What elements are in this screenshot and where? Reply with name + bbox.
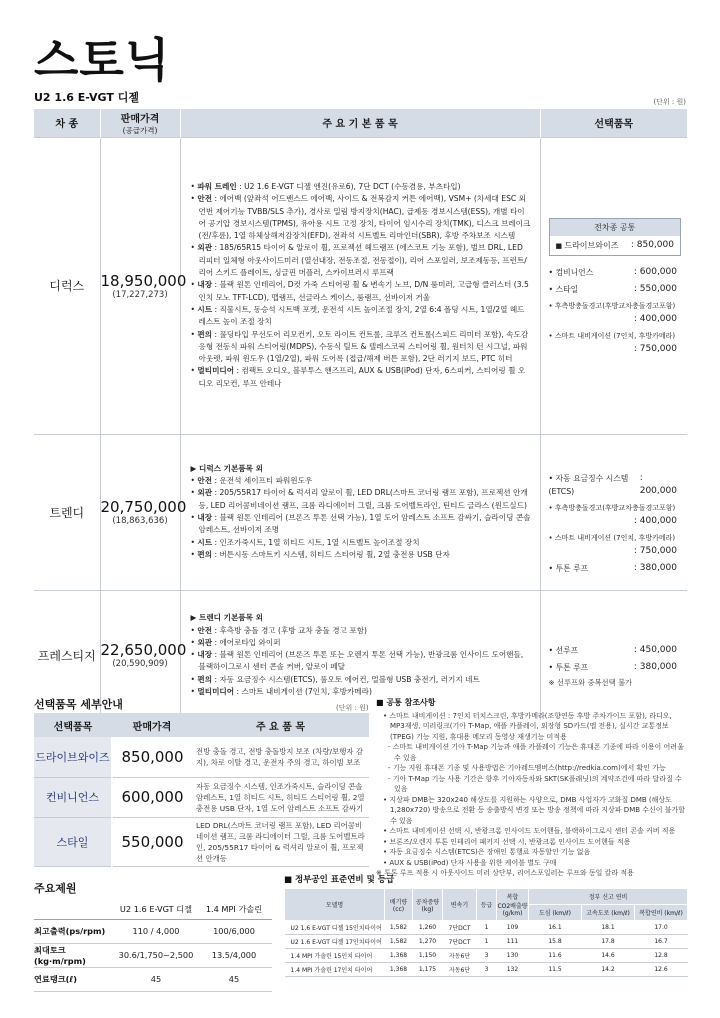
option-price: : 600,000 bbox=[633, 266, 677, 277]
specs-table bbox=[34, 901, 272, 992]
fuel-value: 11.5 bbox=[529, 963, 582, 977]
header-trim: 차 종 bbox=[34, 109, 100, 137]
feature-value: : 에어백 (앞좌석 어드밴스드 에어백, 사이드 & 전복감지 커튼 에어백), VSM+ (차세대 ESC 외 언번 제어기능 TVBB/SLS 추가), 경사로 밀림 방지장치(HAC), 급제동 경보시스템(ESS), 개별 타이어 공기압 경보시스템(TPMS), 유아용 시트 고정 장치, 타이어 임시수리 장치(TMK), 디스크 브레이크(전/후륜), 1열 하체상해저감장치(EFD), 전좌석 시트벨트 리마인더(SBR), 후방 주차보조 시스템 bbox=[198, 194, 531, 241]
fuel-value: 109 bbox=[497, 921, 529, 935]
option-price: : 750,000 bbox=[633, 545, 677, 556]
fuel-value: 1,582 bbox=[385, 935, 413, 949]
fuel-value: 자동6단 bbox=[443, 949, 477, 963]
feature-key: 멀티미디어 bbox=[197, 686, 235, 696]
feature-item bbox=[191, 193, 532, 242]
feature-value: : 컴팩트 오디오, 블루투스 핸즈프리, AUX & USB(iPod) 단자, 6스피커, 스티어링 휠 오디오 리모컨, 루프 안테나 bbox=[198, 366, 526, 388]
fuel-value: 1,150 bbox=[413, 949, 443, 963]
note-item: • 자동 요금징수 시스템(ETCS)은 장애인 통행료 자동할인 기능 없음 bbox=[376, 847, 688, 858]
feature-item bbox=[191, 304, 532, 329]
feature-value: : 버튼시동 스마트키 시스템, 히티드 스티어링 휠, 2열 충전용 USB 단자 bbox=[212, 549, 450, 559]
fuel-value: 3 bbox=[477, 949, 497, 963]
header-price: 판매가격 (공급가격) bbox=[100, 109, 180, 137]
fuel-row bbox=[285, 921, 688, 935]
spec-value: 30.6/1,750~2,500 bbox=[116, 943, 196, 967]
fuel-value: 132 bbox=[497, 963, 529, 977]
fuel-header-co2: 복합 CO2배출량 (g/km) bbox=[497, 889, 529, 921]
trim-options bbox=[540, 137, 687, 434]
price-table bbox=[34, 109, 687, 720]
fuel-value: 12.6 bbox=[635, 963, 688, 977]
feature-item bbox=[191, 242, 532, 279]
fuel-header-model: 모델명 bbox=[285, 889, 385, 921]
spec-row bbox=[34, 967, 272, 991]
feature-key: 파워 트레인 bbox=[197, 181, 237, 191]
fuel-value: 12.8 bbox=[635, 949, 688, 963]
trim-supply-price: (18,863,636) bbox=[112, 516, 168, 526]
trim-price-cell bbox=[100, 137, 187, 434]
feature-item bbox=[191, 487, 532, 512]
option-name: • 후측방충돌경고(후방교차충돌경고포함) bbox=[549, 300, 676, 313]
option-name: • 컴비니언스 bbox=[549, 266, 594, 279]
note-item: - 기능 지원 휴대폰 기종 및 사용방법은 기아레드멤버스(http://redkia.com)에서 확인 가능 bbox=[376, 763, 688, 774]
od-option-price: 550,000 bbox=[112, 817, 192, 866]
feature-value: : 풀딩타입 무선도어 리모컨키, 오토 라이트 컨트롤, 크루즈 컨트롤(스피드 리미터 포함), 속도감응형 전동식 파워 스티어링(MDPS), 수동식 틸트 & 텔레스코픽 스티어링 휠, 원터치 턴 시그널, 파워 아웃렛, 파워 윈도우 (1열/2열), 파워 도어록 (접급/해제 버튼 포함), 2단 러기지 보드, PTC 히터 bbox=[198, 329, 529, 364]
spec-value: 110 / 4,000 bbox=[116, 919, 196, 943]
common-options-header: 전차종 공통 bbox=[550, 219, 681, 236]
spec-row bbox=[34, 919, 272, 943]
fuel-value: 1,368 bbox=[385, 963, 413, 977]
feature-item bbox=[191, 279, 532, 304]
od-header-name: 선택품목 bbox=[34, 713, 112, 737]
feature-key: 외관 bbox=[197, 637, 213, 647]
note-item: • 브론즈/오렌지 투톤 인테리어 패키지 선택 시, 반광크롬 인사이드 도어핸들 적용 bbox=[376, 837, 688, 848]
trim-row bbox=[34, 137, 687, 434]
fuel-value: 1,368 bbox=[385, 949, 413, 963]
common-option-price: : 850,000 bbox=[630, 239, 674, 250]
option-price-row bbox=[549, 313, 682, 326]
option-name: • 스마트 내비게이션 (7인치, 후방카메라) bbox=[549, 532, 676, 545]
fuel-value: 1,260 bbox=[413, 921, 443, 935]
od-option-price: 850,000 bbox=[112, 737, 192, 777]
note-item: ※ 투톤 루프 적용 시 아웃사이드 미러 상단부, 리어스포일러는 루프와 동일 칼라 적용 bbox=[376, 868, 688, 879]
trim-price: 22,650,000 bbox=[100, 641, 187, 660]
unit-label: (단위 : 원) bbox=[653, 98, 686, 106]
trim-features bbox=[180, 137, 540, 434]
note-item: • 스마트 내비게이션 선택 시, 반광크롬 인사이드 도어핸들, 블랙하이그로시 센터 콘솔 커버 적용 bbox=[376, 826, 688, 837]
spec-label: 연료탱크(ℓ) bbox=[34, 967, 116, 991]
option-price-row bbox=[549, 545, 682, 558]
feature-key: 안전 bbox=[197, 625, 213, 635]
feature-key: 내장 bbox=[197, 280, 213, 290]
fuel-row bbox=[285, 963, 688, 977]
option-price: : 400,000 bbox=[633, 313, 677, 324]
feature-value: : 스마트 내비게이션 (7인치, 후방카메라) bbox=[234, 686, 372, 696]
notes-title: ■ 공통 참조사항 bbox=[376, 698, 688, 709]
fuel-value: 130 bbox=[497, 949, 529, 963]
fuel-header-city: 도심 (km/ℓ) bbox=[529, 905, 582, 921]
feature-item bbox=[191, 637, 532, 649]
feature-key: 시트 bbox=[197, 537, 213, 547]
feature-item bbox=[191, 512, 532, 537]
od-option-name: 스타일 bbox=[34, 817, 112, 866]
feature-key: 멀티미디어 bbox=[197, 366, 235, 376]
specs-header-gasoline: 1.4 MPI 가솔린 bbox=[196, 901, 272, 919]
trim-name: 트렌디 bbox=[34, 434, 100, 590]
fuel-value: 1 bbox=[477, 921, 497, 935]
trim-options bbox=[540, 434, 687, 590]
option-detail-unit: (단위 : 원) bbox=[336, 704, 369, 712]
option-detail-title: 선택품목 세부안내 bbox=[34, 698, 123, 711]
feature-item bbox=[191, 365, 532, 390]
option-name: • 선루프 bbox=[549, 644, 579, 657]
trim-price: 20,750,000 bbox=[100, 498, 187, 516]
feature-value: : 205/55R17 타이어 & 럭셔리 알로이 휠, LED DRL(스마트 코너링 램프 포함), 프로젝션 안개등, LED 리어콤비네이션 램프, 크롬 라디에이터 그릴, 크롬 도어벨트라인, 틴티드 글라스 (윈드실드) bbox=[198, 488, 528, 510]
trim-name: 디럭스 bbox=[34, 137, 100, 434]
feature-key: 편의 bbox=[197, 674, 213, 684]
option-price: : 380,000 bbox=[633, 662, 677, 673]
fuel-value: 15.8 bbox=[529, 935, 582, 949]
od-option-desc: 전방 충돌 경고, 전방 충돌방지 보조 (차량/보행자 감지), 차로 이탈 경고, 운전자 주의 경고, 하이빔 보조 bbox=[192, 737, 369, 777]
option-row bbox=[549, 266, 682, 279]
feature-value: : 블랙 원톤 인테리어 (브론즈 투톤 선택 가능), 1열 도어 암레스트 소프트 감싸기, 슬라이딩 콘솔 암레스트, 선바이저 조명 bbox=[198, 513, 531, 535]
fuel-value: 11.6 bbox=[529, 949, 582, 963]
trim-supply-price: (17,227,273) bbox=[112, 289, 168, 300]
fuel-value: 1,175 bbox=[413, 963, 443, 977]
fuel-row bbox=[285, 935, 688, 949]
features-header: ▶ 디럭스 기본품목 외 bbox=[190, 463, 263, 473]
spec-row bbox=[34, 943, 272, 967]
fuel-value: 7단DCT bbox=[443, 921, 477, 935]
note-item: - 스마트 내비게이션 기아 T-Map 기능과 애플 카플레이 기능은 휴대폰 기종에 따라 이용이 어려울 수 있음 bbox=[376, 742, 688, 763]
engine-subtitle: U2 1.6 E-VGT 디젤 bbox=[34, 91, 139, 104]
spec-label: 최대토크(kg·m/rpm) bbox=[34, 943, 116, 967]
od-option-desc: 자동 요금징수 시스템, 인조가죽시트, 슬라이딩 콘솔 암레스트, 1열 히티드 시트, 히티드 스티어링 휠, 2열 충전용 USB 단자, 1열 도어 암레스트 소프트 감싸기 bbox=[192, 777, 369, 817]
feature-value: : 운전석 세이프티 파워윈도우 bbox=[212, 476, 313, 486]
fuel-value: 18.1 bbox=[582, 921, 635, 935]
feature-key: 내장 bbox=[197, 513, 213, 522]
page-title: 스토닉 bbox=[34, 33, 171, 87]
option-row bbox=[549, 661, 682, 674]
feature-key: 안전 bbox=[197, 194, 213, 204]
feature-key: 편의 bbox=[197, 329, 213, 339]
fuel-table bbox=[284, 888, 688, 977]
common-options-box bbox=[549, 218, 682, 256]
trim-supply-price: (20,590,909) bbox=[112, 659, 168, 670]
option-price-row bbox=[549, 515, 682, 528]
feature-value: : 에어로타입 와이퍼 bbox=[212, 637, 281, 647]
feature-key: 외관 bbox=[197, 243, 213, 253]
fuel-header-grade: 등급 bbox=[477, 889, 497, 921]
fuel-value: 1,582 bbox=[385, 921, 413, 935]
fuel-value: 17.8 bbox=[582, 935, 635, 949]
option-row bbox=[549, 532, 682, 545]
feature-key: 시트 bbox=[197, 304, 213, 314]
option-detail-table bbox=[34, 713, 369, 867]
option-note: ※ 선루프와 중복선택 불가 bbox=[548, 678, 633, 688]
option-row bbox=[549, 502, 682, 515]
od-option-name: 드라이브와이즈 bbox=[34, 737, 112, 777]
specs-header-blank bbox=[34, 901, 116, 919]
option-name: • 스타일 bbox=[549, 283, 579, 296]
feature-value: : 블랙 원톤 인테리어 (브론즈 투톤 또는 오렌지 투톤 선택 가능), 반광크롬 인사이드 도어핸들, 블랙하이그로시 센터 콘솔 커버, 알로이 페달 bbox=[198, 650, 524, 672]
fuel-value: 7단DCT bbox=[443, 935, 477, 949]
feature-item bbox=[191, 549, 532, 561]
fuel-header-weight: 공차중량 (kg) bbox=[413, 889, 443, 921]
option-price: : 750,000 bbox=[633, 343, 677, 354]
fuel-value: 14.2 bbox=[582, 963, 635, 977]
feature-key: 안전 bbox=[197, 476, 213, 486]
feature-item bbox=[191, 686, 532, 698]
od-header-desc: 주 요 품 목 bbox=[192, 713, 369, 737]
feature-value: : 후측방 충돌 경고 (후방 교차 충돌 경고 포함) bbox=[212, 625, 367, 635]
fuel-model: 1.4 MPI 가솔린 15인치 타이어 bbox=[285, 949, 385, 963]
fuel-header-trans: 변속기 bbox=[443, 889, 477, 921]
common-option-name: ■ 드라이브와이즈 bbox=[556, 240, 619, 251]
fuel-value: 111 bbox=[497, 935, 529, 949]
note-item: - 기아 T-Map 기능 사용 기간은 향후 기아자동차와 SKT(SK플래닛)의 계약조건에 따라 달라질 수 있음 bbox=[376, 774, 688, 795]
specs-title: 주요제원 bbox=[34, 882, 77, 895]
option-row bbox=[549, 300, 682, 313]
fuel-value: 자동6단 bbox=[443, 963, 477, 977]
feature-key: 편의 bbox=[197, 549, 213, 559]
feature-item bbox=[191, 329, 532, 366]
trim-name: 프레스티지 bbox=[34, 590, 100, 720]
spec-value: 100/6,000 bbox=[196, 919, 272, 943]
od-option-desc: LED DRL(스마트 코너링 램프 포함), LED 리어콤비네이션 램프, 크롬 라디에이터 그릴, 크롬 도어벨트라인, 205/55R17 타이어 & 럭셔리 알로이 휠, 프로젝션 안개등 bbox=[192, 817, 369, 866]
note-item: • 지상파 DMB는 320x240 해상도를 지원하는 사양으로, DMB 사업자가 고화질 DMB (해상도 1,280x720) 방송으로 전환 등 송출방식 변경 또는 방송 정책에 따라 지상파 DMB 수신이 불가할 수 있음 bbox=[376, 795, 688, 827]
features-header: ▶ 트렌디 기본품목 외 bbox=[190, 613, 263, 623]
fuel-value: 3 bbox=[477, 963, 497, 977]
trim-price-cell bbox=[100, 434, 187, 590]
option-detail-row bbox=[34, 737, 369, 777]
fuel-header-group: 정부 신고 연비 bbox=[529, 889, 688, 905]
feature-item bbox=[191, 475, 532, 487]
trim-price: 18,950,000 bbox=[100, 271, 187, 290]
header-features: 주 요 기 본 품 목 bbox=[180, 109, 540, 137]
feature-item bbox=[191, 649, 532, 674]
feature-item bbox=[191, 674, 532, 686]
fuel-value: 16.7 bbox=[635, 935, 688, 949]
feature-item bbox=[191, 625, 532, 637]
feature-value: : 자동 요금징수 시스템(ETCS), 풀오토 에어컨, 멀블형 USB 충전기, 러기지 네트 bbox=[212, 674, 480, 684]
feature-value: : 블랙 원톤 인테리어, D컷 가죽 스티어링 휠 & 변속기 노브, D/N 룸미러, 고급형 클러스터 (3.5인치 모노 TFT-LCD), 맵램프, 선글라스 케이스, 룸램프, 선바이저 거울 bbox=[198, 280, 529, 302]
common-notes bbox=[376, 698, 688, 879]
spec-value: 45 bbox=[116, 967, 196, 991]
note-item: • AUX & USB(iPod) 단자 사용을 위한 케이블 별도 구매 bbox=[376, 858, 688, 869]
trim-features bbox=[180, 434, 540, 590]
feature-value: : U2 1.6 E-VGT 디젤 엔진(유로6), 7단 DCT (수동겸용, 부츠타입) bbox=[236, 181, 461, 191]
option-price: : 400,000 bbox=[633, 515, 677, 526]
fuel-title: ■ 정부공인 표준연비 및 등급 bbox=[284, 873, 394, 885]
feature-item bbox=[191, 537, 532, 549]
option-price-row bbox=[549, 343, 682, 356]
fuel-value: 14.6 bbox=[582, 949, 635, 963]
header-options: 선택품목 bbox=[540, 109, 687, 137]
option-row bbox=[549, 330, 682, 343]
note-item: • 스마트 내비게이션 : 7인치 터치스크린, 후방카메라(조향연동 후방 주차가이드 포함), 라디오, MP3재생, 미러링크(기아 T-Map, 애플 카플레이, 외장형 SD카드(맵 전용), 실시간 교통정보(TPEG) 기능 지원, 휴대용 메모리 동영상 재생기능 미적용 bbox=[376, 711, 688, 743]
option-row bbox=[549, 644, 682, 657]
option-row bbox=[549, 283, 682, 296]
option-row bbox=[549, 562, 682, 575]
fuel-value: 1 bbox=[477, 935, 497, 949]
feature-value: : 인조가죽시트, 1열 히티드 시트, 1열 시트벨트 높이조절 장치 bbox=[212, 537, 420, 547]
option-detail-row bbox=[34, 777, 369, 817]
option-name: • 스마트 내비게이션 (7인치, 후방카메라) bbox=[549, 330, 676, 343]
option-row bbox=[549, 472, 682, 498]
feature-item bbox=[191, 181, 532, 193]
common-option-row bbox=[550, 236, 681, 255]
fuel-value: 1,270 bbox=[413, 935, 443, 949]
option-name: • 투톤 루프 bbox=[549, 661, 589, 674]
option-price: : 380,000 bbox=[633, 562, 677, 573]
feature-key: 내장 bbox=[197, 650, 213, 660]
option-name: • 후측방충돌경고(후방교차충돌경고포함) bbox=[549, 502, 676, 515]
fuel-value: 17.0 bbox=[635, 921, 688, 935]
fuel-model: U2 1.6 E-VGT 디젤 17인치타이어 bbox=[285, 935, 385, 949]
fuel-header-hwy: 고속도로 (km/ℓ) bbox=[582, 905, 635, 921]
fuel-row bbox=[285, 949, 688, 963]
od-option-price: 600,000 bbox=[112, 777, 192, 817]
spec-value: 45 bbox=[196, 967, 272, 991]
option-detail-row bbox=[34, 817, 369, 866]
fuel-header-comb: 복합연비 (km/ℓ) bbox=[635, 905, 688, 921]
trim-row bbox=[34, 434, 687, 590]
feature-value: : 185/65R15 타이어 & 알로이 휠, 프로젝션 헤드램프 (에스코트 기능 포함), 벌브 DRL, LED 리피터 일체형 아웃사이드미러 (열선내장, 전동조절, 전동접이), 리어 스포일러, 보조제동등, 프런트/리어 스키드 플레이트, 싱글핀 머플러, 스카이브러시 루프랙 bbox=[198, 243, 527, 278]
feature-value: : 직물시트, 동승석 시트백 포켓, 운전석 시트 높이조절 장치, 2열 6:4 폴딩 시트, 1열/2열 헤드레스트 높이 조절 장치 bbox=[198, 304, 525, 327]
option-name: • 투톤 루프 bbox=[549, 562, 589, 575]
od-option-name: 컨비니언스 bbox=[34, 777, 112, 817]
option-price: : 450,000 bbox=[633, 645, 677, 656]
feature-key: 외관 bbox=[197, 488, 213, 498]
fuel-model: 1.4 MPI 가솔린 17인치 타이어 bbox=[285, 963, 385, 977]
fuel-header-cc: 배기량 (cc) bbox=[385, 889, 413, 921]
fuel-value: 16.1 bbox=[529, 921, 582, 935]
specs-header-diesel: U2 1.6 E-VGT 디젤 bbox=[116, 901, 196, 919]
od-header-price: 판매가격 bbox=[112, 713, 192, 737]
spec-label: 최고출력(ps/rpm) bbox=[34, 919, 116, 943]
option-price: : 200,000 bbox=[639, 472, 677, 496]
spec-value: 13.5/4,000 bbox=[196, 943, 272, 967]
option-price: : 550,000 bbox=[633, 283, 677, 294]
option-name: • 자동 요금징수 시스템(ETCS) bbox=[549, 472, 640, 498]
fuel-model: U2 1.6 E-VGT 디젤 15인치타이어 bbox=[285, 921, 385, 935]
